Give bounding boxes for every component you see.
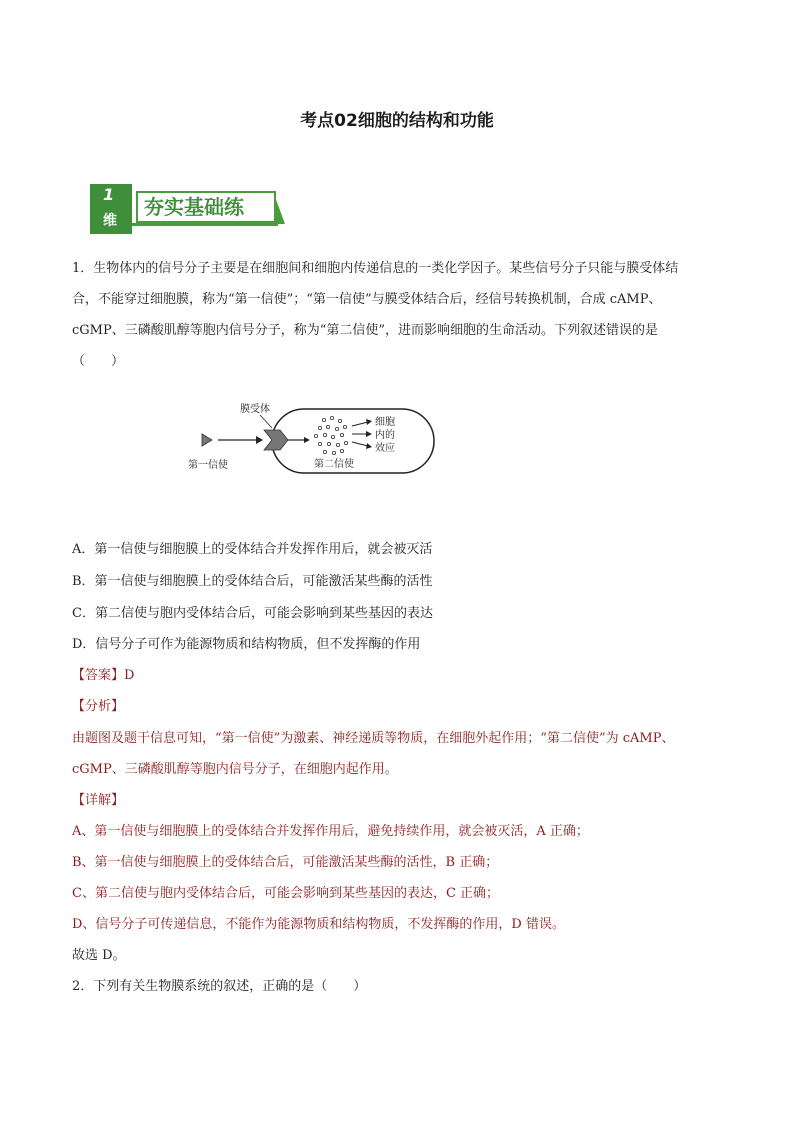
first-messenger-label: 第一信使 <box>188 460 228 471</box>
effect-label-line-2: 内的 <box>375 430 395 441</box>
second-messenger-label: 第二信使 <box>314 459 354 470</box>
banner-underline <box>132 223 278 226</box>
page-title: 考点02细胞的结构和功能 <box>300 111 494 131</box>
receptor-label: 膜受体 <box>240 404 270 415</box>
analysis-line-2: cGMP、三磷酸肌醇等胞内信号分子，在细胞内起作用。 <box>72 762 398 777</box>
q2-stem: 2．下列有关生物膜系统的叙述，正确的是（ ） <box>72 979 367 994</box>
analysis-heading: 【分析】 <box>72 699 125 714</box>
detail-line-a: A、第一信使与细胞膜上的受体结合并发挥作用后，避免持续作用，就会被灭活，A 正确； <box>72 824 589 839</box>
signal-transduction-diagram <box>180 398 450 488</box>
answer-heading: 【答案】D <box>72 668 135 683</box>
q1-stem-line-3: cGMP、三磷酸肌醇等胞内信号分子，称为“第二信使”，进而影响细胞的生命活动。下列叙述错误的是 <box>72 323 659 338</box>
banner-unit: 维 <box>103 213 117 229</box>
first-messenger-shape <box>202 434 212 446</box>
detail-heading: 【详解】 <box>72 793 125 808</box>
conclusion: 故选 D。 <box>72 948 126 963</box>
q1-option-b: B．第一信使与细胞膜上的受体结合后，可能激活某些酶的活性 <box>72 574 433 589</box>
q1-option-c: C．第二信使与胞内受体结合后，可能会影响到某些基因的表达 <box>72 606 433 621</box>
effect-label-line-3: 效应 <box>375 443 395 454</box>
q1-option-a: A．第一信使与细胞膜上的受体结合并发挥作用后，就会被灭活 <box>72 542 433 557</box>
effect-label-line-1: 细胞 <box>375 417 395 428</box>
section-banner <box>90 184 288 236</box>
q1-stem-line-2: 合，不能穿过细胞膜，称为“第一信使”；“第一信使”与膜受体结合后，经信号转换机制，合成 cAMP、 <box>72 292 662 307</box>
detail-line-d: D、信号分子可传递信息，不能作为能源物质和结构物质，不发挥酶的作用，D 错误。 <box>72 917 565 932</box>
detail-line-b: B、第一信使与细胞膜上的受体结合后，可能激活某些酶的活性，B 正确； <box>72 855 499 870</box>
q1-stem-line-1: 1．生物体内的信号分子主要是在细胞间和细胞内传递信息的一类化学因子。某些信号分子只能与膜受体结 <box>72 261 679 276</box>
detail-line-c: C、第二信使与胞内受体结合后，可能会影响到某些基因的表达，C 正确； <box>72 886 500 901</box>
banner-label: 夯实基础练 <box>136 191 276 223</box>
banner-arrow-icon <box>274 190 286 226</box>
banner-number: 1 <box>103 185 115 204</box>
analysis-line-1: 由题图及题干信息可知，“第一信使”为激素、神经递质等物质，在细胞外起作用；“第二信使”为 cAMP、 <box>72 731 675 746</box>
q1-stem-line-4: （ ） <box>72 354 125 369</box>
q1-option-d: D．信号分子可作为能源物质和结构物质，但不发挥酶的作用 <box>72 637 421 652</box>
banner-level-badge <box>90 184 132 234</box>
